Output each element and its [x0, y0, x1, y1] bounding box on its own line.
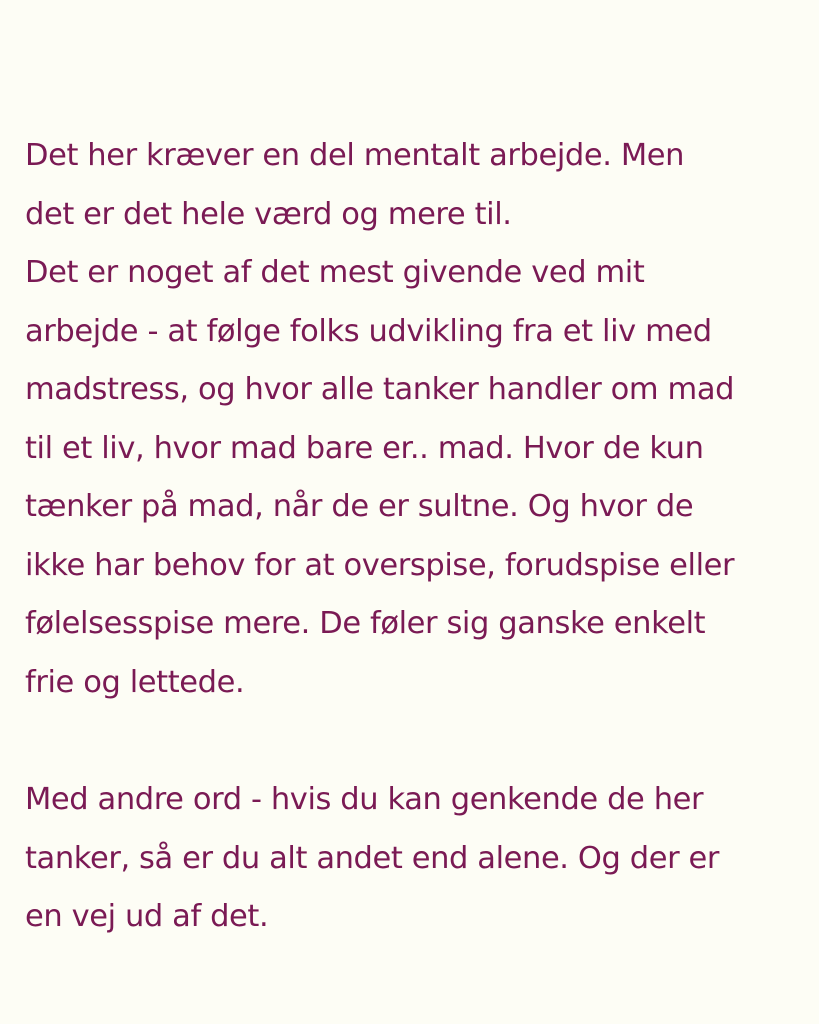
text-line: tænker på mad, når de er sultne. Og hvor de: [25, 489, 694, 524]
text-line: Det her kræver en del mentalt arbejde. Men: [25, 138, 685, 173]
text-line: arbejde - at følge folks udvikling fra et liv med: [25, 313, 712, 349]
paragraph-1: [25, 127, 815, 712]
text-line: madstress, og hvor alle tanker handler om mad: [25, 372, 735, 407]
text-line: det er det hele værd og mere til.: [25, 196, 512, 232]
text-line: Det er noget af det mest givende ved mit: [25, 255, 645, 290]
text-line: til et liv, hvor mad bare er.. mad. Hvor de kun: [25, 430, 704, 466]
paragraph-2: [25, 771, 815, 947]
text-line: følelsesspise mere. De føler sig ganske enkelt: [25, 606, 706, 641]
text-line: Med andre ord - hvis du kan genkende de her: [25, 782, 704, 817]
text-line: en vej ud af det.: [25, 899, 269, 934]
text-line: ikke har behov for at overspise, forudspise eller: [25, 547, 735, 583]
text-line: frie og lettede.: [25, 664, 245, 700]
text-line: tanker, så er du alt andet end alene. Og der er: [25, 840, 720, 876]
